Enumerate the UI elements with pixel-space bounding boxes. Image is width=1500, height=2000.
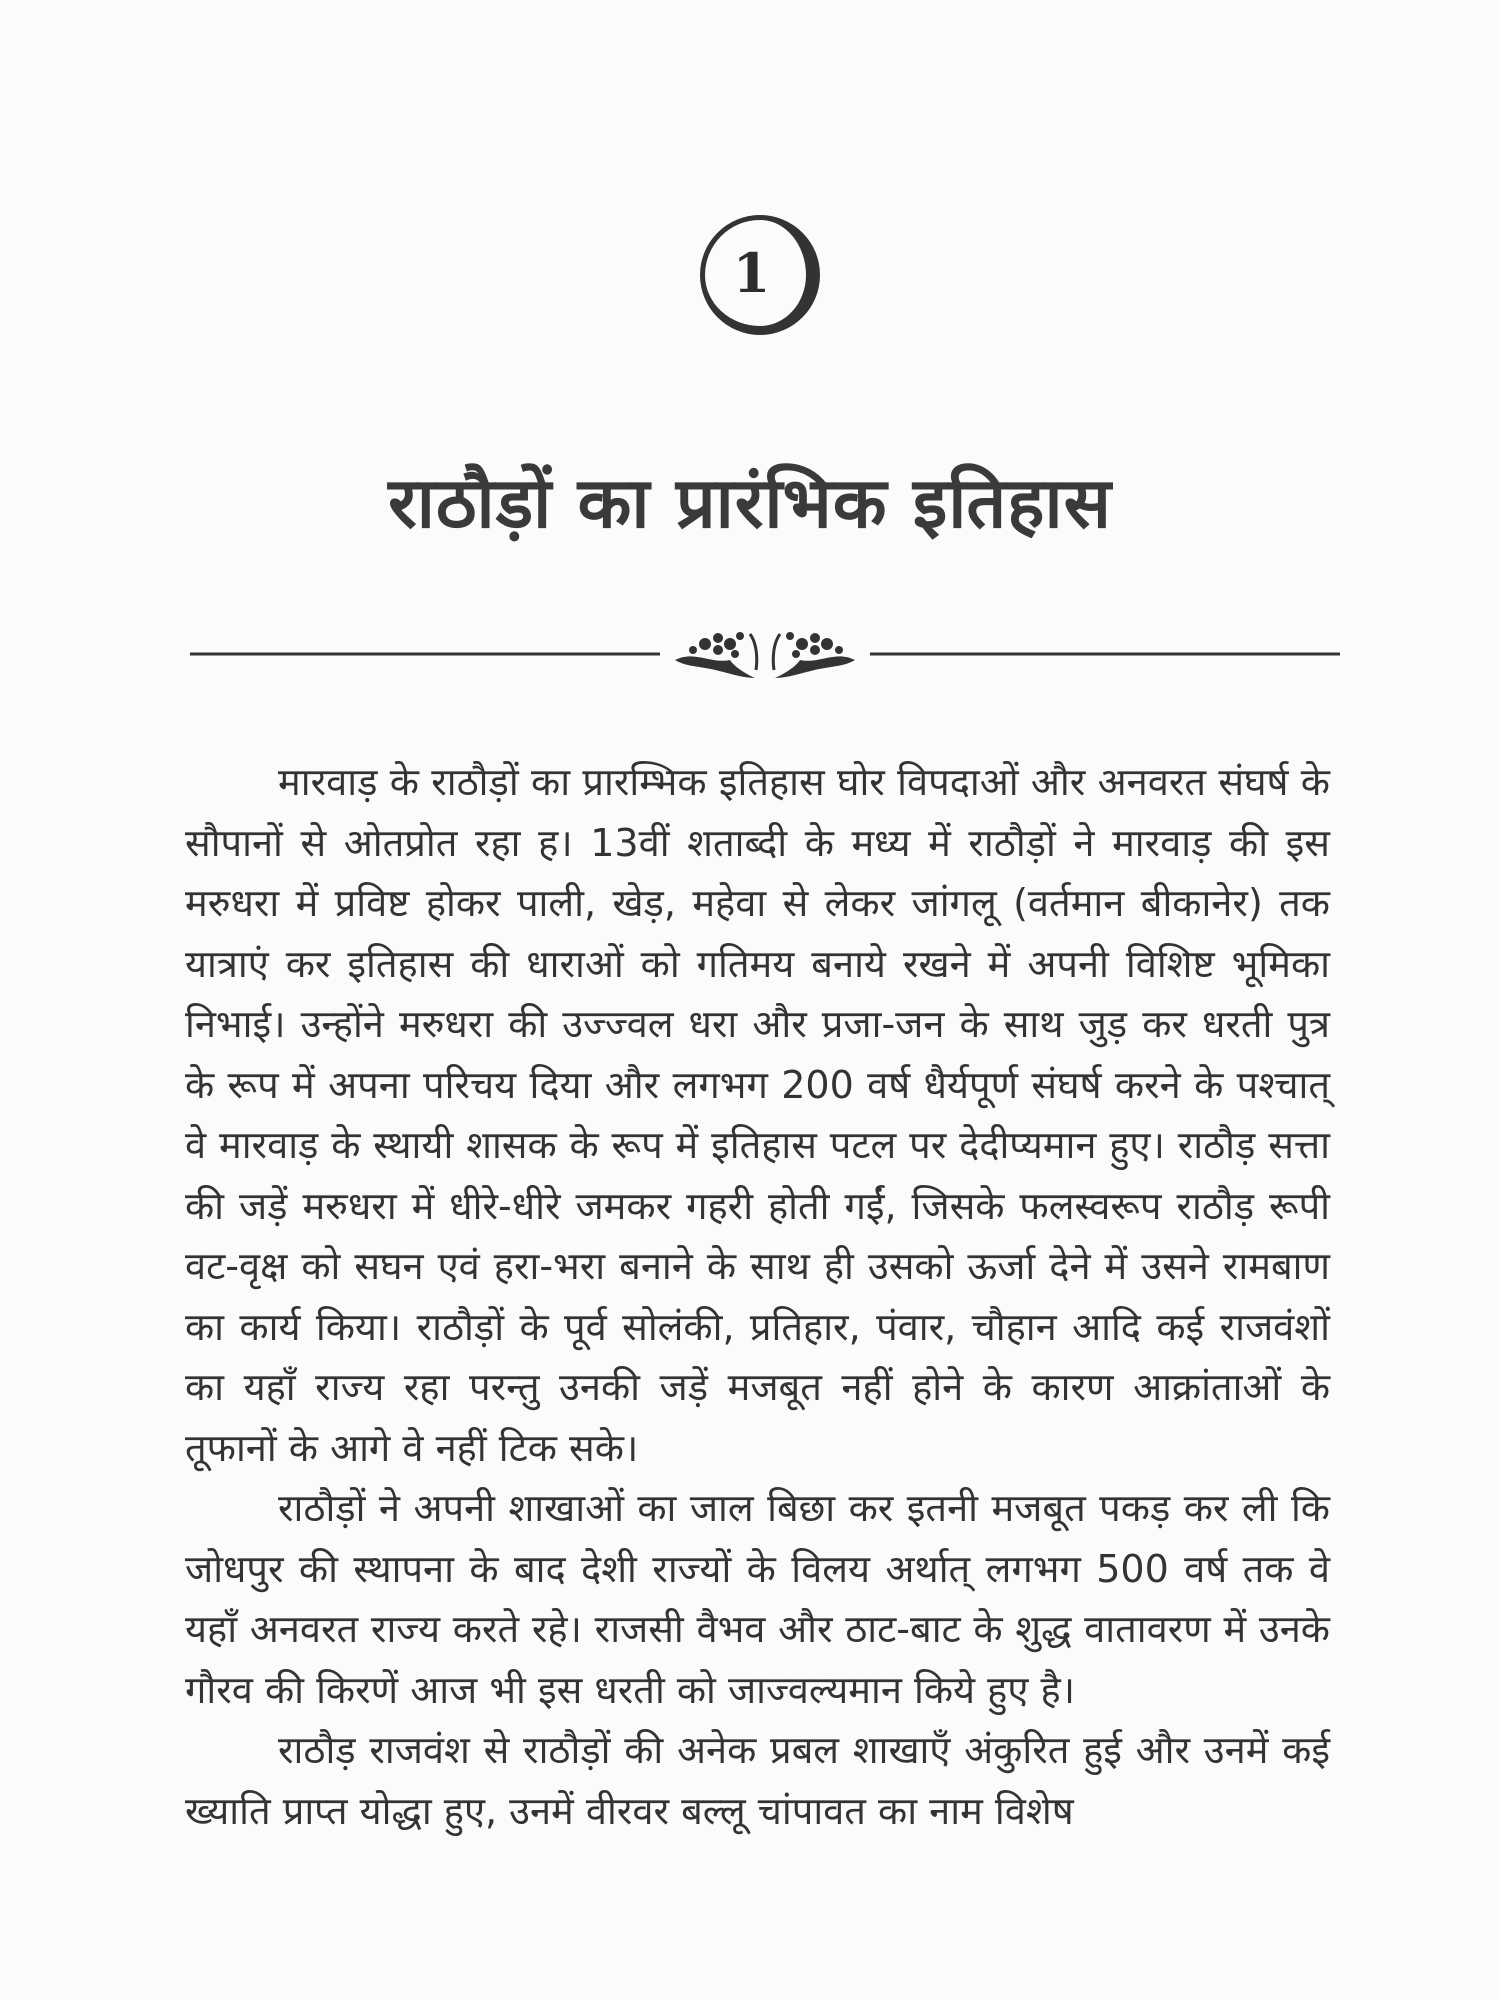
chapter-number: 1 <box>732 241 771 305</box>
chapter-title: राठौड़ों का प्रारंभिक इतिहास <box>388 462 1112 544</box>
paragraph-2: राठौड़ों ने अपनी शाखाओं का जाल बिछा कर इतनी मजबूत पकड़ कर ली कि जोधपुर की स्थापना के बाद देशी राज्यों के विलय अर्थात् लगभग 500 वर्ष तक वे यहाँ अनवरत राज्य करते रहे। राजसी वैभव और ठाट-बाट के शुद्ध वातावरण में उनके गौरव की किरणें आज भी इस धरती को जाज्वल्यमान किये हुए है। <box>185 1486 1330 1712</box>
chapter-number-badge <box>700 215 820 335</box>
chapter-body <box>185 752 1330 1841</box>
paragraph-3: राठौड़ राजवंश से राठौड़ों की अनेक प्रबल शाखाएँ अंकुरित हुई और उनमें कई ख्याति प्राप्त योद्धा हुए, उनमें वीरवर बल्लू चांपावत का नाम विशेष <box>185 1728 1330 1833</box>
paragraph-1: मारवाड़ के राठौड़ों का प्रारम्भिक इतिहास घोर विपदाओं और अनवरत संघर्ष के सौपानों से ओतप्रोत रहा ह। 13वीं शताब्दी के मध्य में राठौड़ों ने मारवाड़ की इस मरुधरा में प्रविष्ट होकर पाली, खेड़, महेवा से लेकर जांगलू (वर्तमान बीकानेर) तक यात्राएं कर इतिहास की धाराओं को गतिमय बनाये रखने में अपनी विशिष्ट भूमिका निभाई। उन्होंने मरुधरा की उज्ज्वल धरा और प्रजा-जन के साथ जुड़ कर धरती पुत्र के रूप में अपना परिचय दिया और लगभग 200 वर्ष धैर्यपूर्ण संघर्ष करने के पश्चात् वे मारवाड़ के स्थायी शासक के रूप में इतिहास पटल पर देदीप्यमान हुए। राठौड़ सत्ता की जड़ें मरुधरा में धीरे-धीरे जमकर गहरी होती गईं, जिसके फलस्वरूप राठौड़ रूपी वट-वृक्ष को सघन एवं हरा-भरा बनाने के साथ ही उसको ऊर्जा देने में उसने रामबाण का कार्य किया। राठौड़ों के पूर्व सोलंकी, प्रतिहार, पंवार, चौहान आदि कई राजवंशों का यहाँ राज्य रहा परन्तु उनकी जड़ें मजबूत नहीं होने के कारण आक्रांताओं के तूफानों के आगे वे नहीं टिक सके। <box>185 760 1330 1470</box>
floral-divider-icon <box>190 620 1340 690</box>
